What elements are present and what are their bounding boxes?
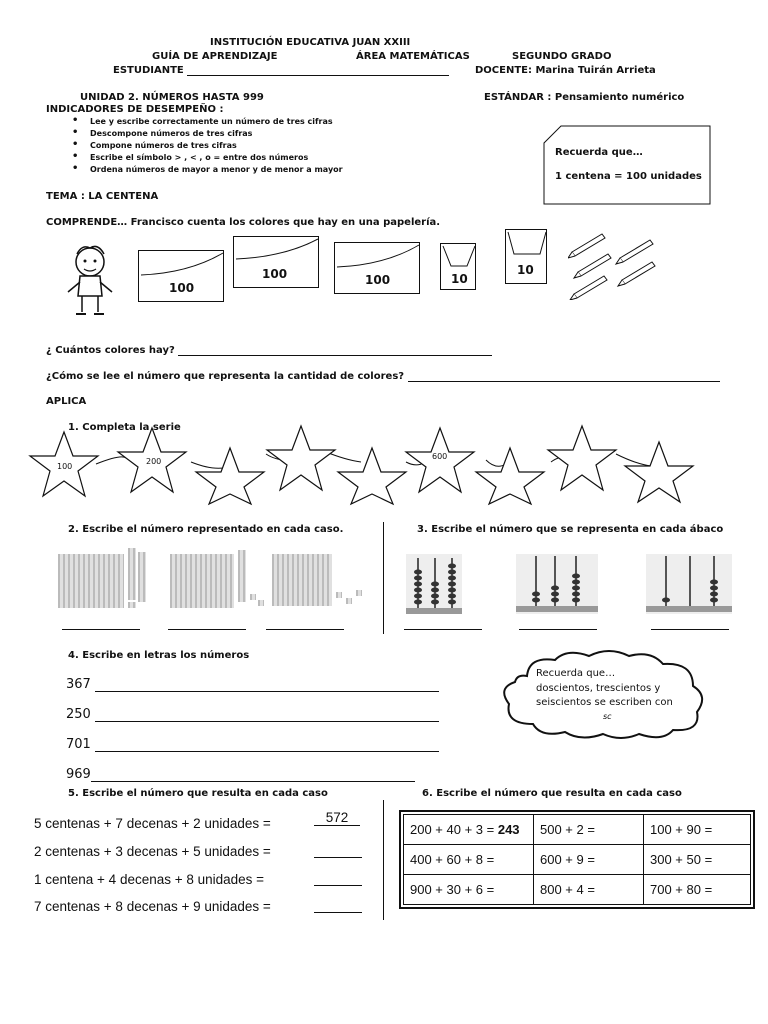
ex6-table-frame [399,810,755,909]
divider [383,800,384,920]
student-name-field[interactable] [187,64,449,76]
star-label: 200 [146,457,162,466]
ex6-cell[interactable]: 200 + 40 + 3 = 243 [404,815,534,845]
reminder-line-1: Recuerda que… [555,147,643,158]
standard-label: ESTÁNDAR : Pensamiento numérico [484,92,685,103]
number-row: 701 [66,737,439,752]
ex5-answer[interactable] [314,846,362,858]
indicator-item: • Ordena números de mayor a menor y de menor a mayor [72,164,343,176]
star-label: 100 [57,462,73,471]
area-label: ÁREA MATEMÁTICAS [356,51,470,62]
exercise-3-title: 3. Escribe el número que se representa en cada ábaco [417,524,724,535]
cloud-line-4: sc [603,712,612,721]
base-ten-blocks [58,548,153,610]
ex5-answer[interactable] [314,874,362,886]
star-series [26,424,706,506]
exercise-6-title: 6. Escribe el número que resulta en cada caso [422,788,682,799]
star [548,426,616,490]
divider [383,522,384,634]
question-1: ¿ Cuántos colores hay? [46,344,492,356]
star [338,448,406,504]
package-100: 100 [334,242,420,294]
ex2-answer[interactable] [266,618,344,630]
ex6-cell[interactable]: 100 + 90 = [644,815,751,845]
indicator-item: • Descompone números de tres cifras [72,128,343,140]
indicators-title: INDICADORES DE DESEMPEÑO : [46,104,224,115]
guide-label: GUÍA DE APRENDIZAJE [152,51,278,62]
reminder-line-2: 1 centena = 100 unidades [555,171,702,182]
abacus [516,554,598,614]
grade-label: SEGUNDO GRADO [512,51,612,62]
unit-title: UNIDAD 2. NÚMEROS HASTA 999 [80,92,264,103]
number-row: 969 [66,767,415,782]
indicators-list [72,116,343,176]
package-10: 10 [440,243,476,290]
package-100: 100 [138,250,224,302]
ex5-row: 2 centenas + 3 decenas + 5 unidades = [34,844,271,859]
package-100: 100 [233,236,319,288]
pencils-illustration [568,228,658,300]
question-2-answer[interactable] [408,370,720,382]
ex3-answer[interactable] [519,618,597,630]
package-10: 10 [505,229,547,284]
number-words-field[interactable] [95,712,439,722]
abacus-set [404,552,764,616]
base-ten-blocks [272,552,372,610]
star [476,448,544,504]
ex6-cell[interactable]: 800 + 4 = [534,875,644,905]
indicator-item: • Compone números de tres cifras [72,140,343,152]
ex2-answer[interactable] [62,618,140,630]
question-1-answer[interactable] [178,344,492,356]
aplica-title: APLICA [46,396,87,407]
indicator-item: • Escribe el símbolo > , < , o = entre dos números [72,152,343,164]
cloud-line-1: Recuerda que… [536,668,616,679]
ex6-cell[interactable]: 700 + 80 = [644,875,751,905]
exercise-1-title: 1. Completa la serie [68,422,181,433]
number-words-field[interactable] [95,682,439,692]
number-words-field[interactable] [91,772,415,782]
exercise-2-title: 2. Escribe el número representado en cada caso. [68,524,344,535]
teacher-label: DOCENTE: Marina Tuirán Arrieta [475,65,656,76]
ex6-cell[interactable]: 600 + 9 = [534,845,644,875]
tema-title: TEMA : LA CENTENA [46,191,159,202]
number-words-field[interactable] [95,742,439,752]
star [267,426,335,490]
boy-illustration [62,242,122,320]
reminder-cloud [497,646,711,742]
reminder-note-frame [543,125,711,205]
ex3-answer[interactable] [651,618,729,630]
exercise-4-title: 4. Escribe en letras los números [68,650,250,661]
ex6-cell[interactable]: 900 + 30 + 6 = [404,875,534,905]
indicator-item: • Lee y escribe correctamente un número de tres cifras [72,116,343,128]
star [625,442,693,502]
exercise-5-title: 5. Escribe el número que resulta en cada caso [68,788,328,799]
ex5-answer[interactable]: 572 [314,810,360,826]
institution-title: INSTITUCIÓN EDUCATIVA JUAN XXIII [210,37,411,48]
star [196,448,264,504]
abacus [646,554,732,614]
ex5-row: 5 centenas + 7 decenas + 2 unidades = [34,816,271,831]
ex6-table [403,814,751,905]
ex5-row: 7 centenas + 8 decenas + 9 unidades = [34,899,271,914]
comprende-text: COMPRENDE… Francisco cuenta los colores que hay en una papelería. [46,217,441,228]
cloud-line-2: doscientos, trescientos y [536,683,661,694]
ex6-cell[interactable]: 300 + 50 = [644,845,751,875]
star-label: 600 [432,452,448,461]
ex2-answer[interactable] [168,618,246,630]
ex6-cell[interactable]: 500 + 2 = [534,815,644,845]
cloud-line-3: seiscientos se escriben con [536,697,673,708]
abacus [406,554,462,614]
number-row: 367 [66,677,439,692]
ex5-answer[interactable] [314,901,362,913]
base-ten-blocks [170,550,270,610]
student-label: ESTUDIANTE [113,64,449,76]
question-2: ¿Cómo se lee el número que representa la cantidad de colores? [46,370,720,382]
number-row: 250 [66,707,439,722]
ex6-cell[interactable]: 400 + 60 + 8 = [404,845,534,875]
ex3-answer[interactable] [404,618,482,630]
ex5-row: 1 centena + 4 decenas + 8 unidades = [34,872,265,887]
